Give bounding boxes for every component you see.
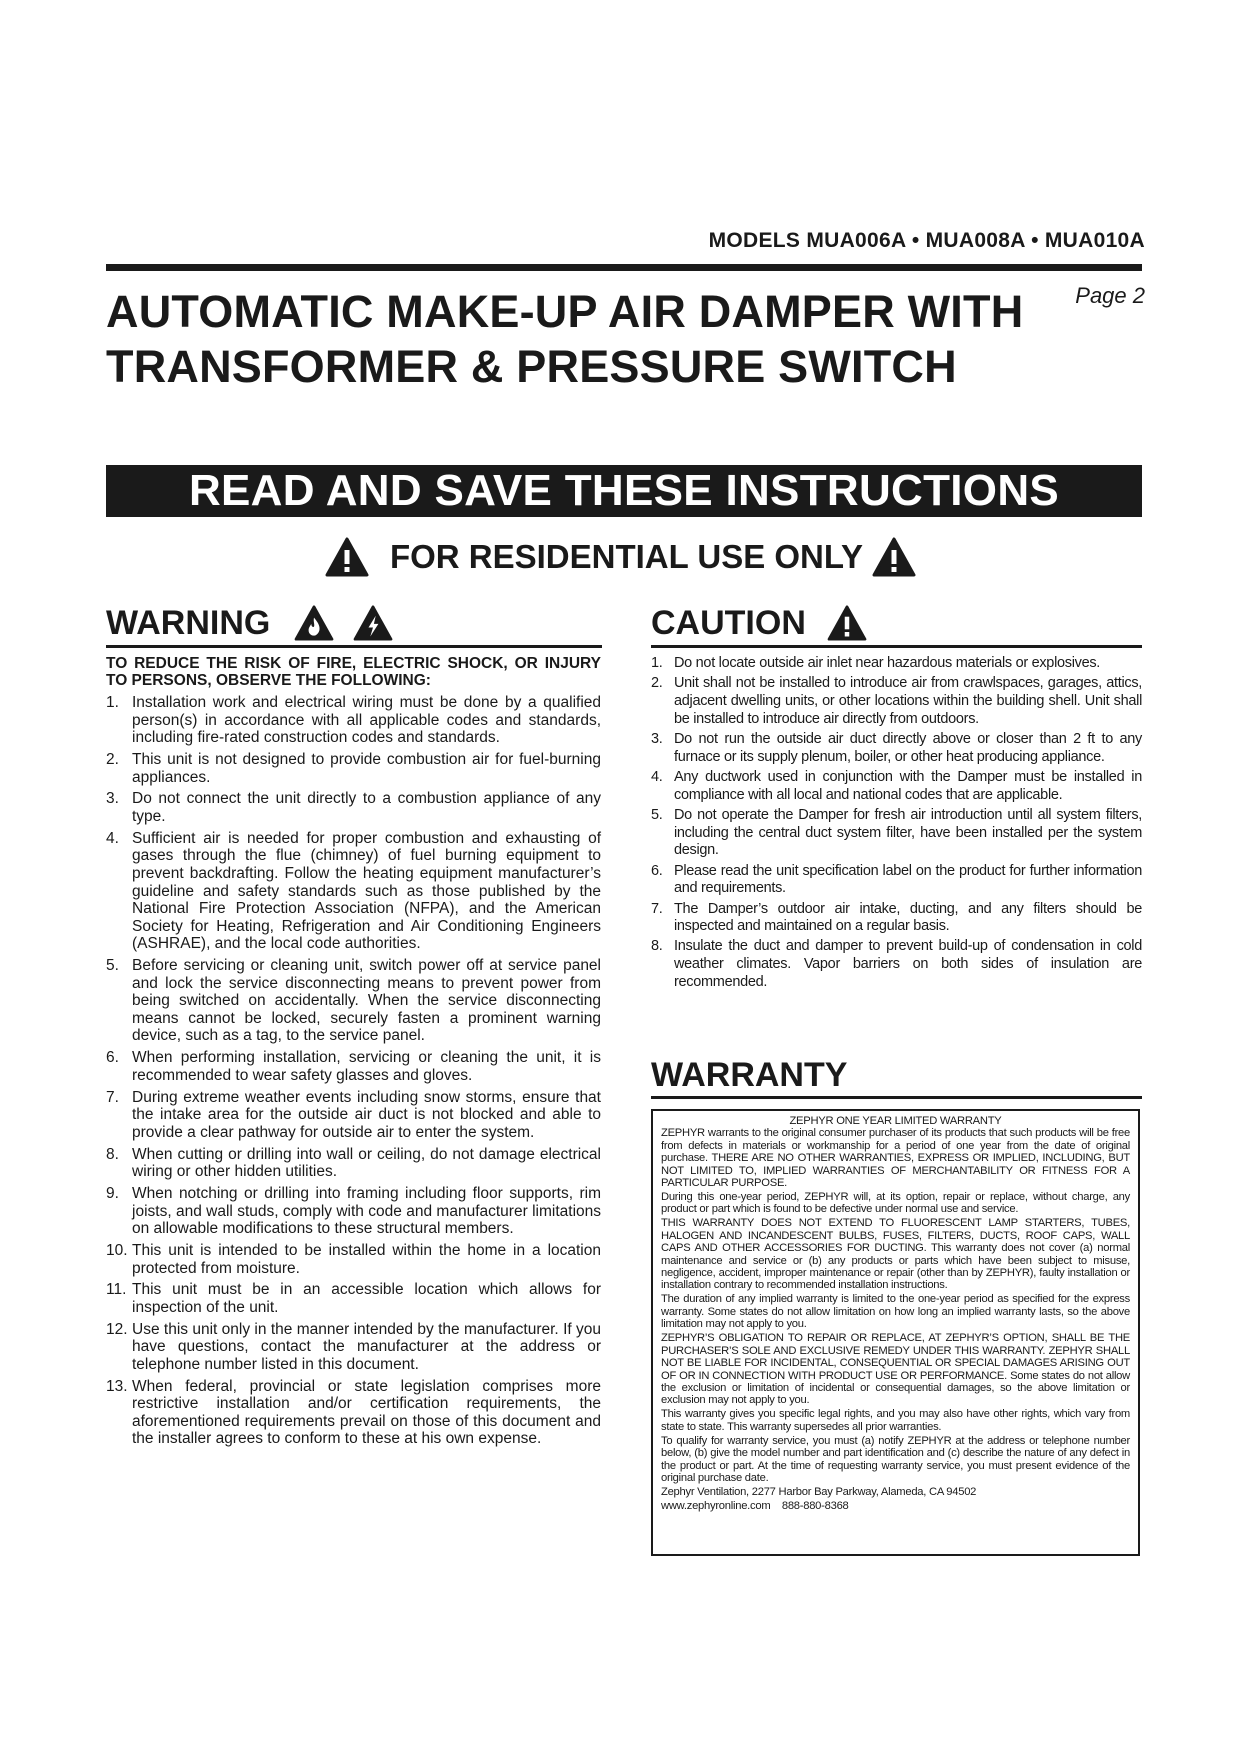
list-item [106,1089,601,1142]
list-item [106,1321,601,1374]
list-item [651,675,1142,728]
warranty-paragraph: During this one-year period, ZEPHYR will, at its option, repair or replace, without charge, any product or part which is found to be defective under normal use and service. [661,1191,1130,1216]
caution-heading [651,596,867,646]
item-text: Please read the unit specification label on the product for further information and requirements. [674,862,1142,897]
warning-intro: TO REDUCE THE RISK OF FIRE, ELECTRIC SHOCK, OR INJURY TO PERSONS, OBSERVE THE FOLLOWING: [106,655,601,689]
item-number: 1. [651,655,663,671]
warranty-address: Zephyr Ventilation, 2277 Harbor Bay Parkway, Alameda, CA 94502 [661,1485,977,1498]
warranty-rule [651,1096,1142,1099]
warranty-paragraph: This warranty gives you specific legal rights, and you may also have other rights, which vary from state to state. This warranty supersedes all prior warranties. [661,1408,1130,1433]
list-item [106,751,601,786]
item-text: This unit is not designed to provide combustion air for fuel-burning appliances. [132,750,601,786]
item-text: Installation work and electrical wiring must be done by a qualified person(s) in accordance with all applicable codes and standards, including fire-rated construction codes and standards. [132,694,601,747]
warning-triangle-icon [872,537,916,577]
warranty-paragraph: The duration of any implied warranty is limited to the one-year period as specified for the express warranty. Some states do not allow limitation on how long an implied warranty lasts, so the above limitation may not apply to you. [661,1293,1130,1331]
item-text: This unit is intended to be installed within the home in a location protected from moisture. [132,1241,601,1277]
list-item [106,790,601,825]
item-text: Insulate the duct and damper to prevent build-up of condensation in cold weather climates. Vapor barriers on both sides of insulation are recommended. [674,938,1142,990]
item-text: Use this unit only in the manner intended by the manufacturer. If you have questions, contact the manufacturer at the address or telephone number listed in this document. [132,1320,601,1373]
warranty-box [651,1109,1140,1556]
models-header: MODELS MUA006A • MUA008A • MUA010A [708,229,1145,252]
item-number: 3. [651,730,663,747]
item-number: 4. [651,768,663,785]
item-number: 5. [651,806,663,823]
list-item [651,655,1142,673]
item-number: 7. [651,900,663,917]
item-text: When federal, provincial or state legislation comprises more restrictive installation and/or certification requirements, the aforementioned requirements prevail on those of this document and the installer agrees to conform to these at his own expense. [132,1377,601,1448]
list-item [106,1146,601,1181]
item-text: When notching or drilling into framing including floor supports, rim joists, and wall studs, comply with code and manufacturer limitations on allowable modifications to these structural members. [132,1184,601,1238]
warning-rule [106,645,602,648]
electric-shock-icon [353,605,393,641]
warranty-paragraph: To qualify for warranty service, you must (a) notify ZEPHYR at the address or telephone number below, (b) give the model number and part identification and (c) describe the nature of any defect in the product or part. At the time of requesting warranty service, you must present evidence of the original purchase date. [661,1434,1130,1484]
instructions-banner: READ AND SAVE THESE INSTRUCTIONS [106,465,1142,517]
item-text: The Damper’s outdoor air intake, ducting, and any filters should be inspected and maintained on a regular basis. [674,900,1142,935]
warranty-paragraph: ZEPHYR’S OBLIGATION TO REPAIR OR REPLACE, AT ZEPHYR’S OPTION, SHALL BE THE PURCHASER’S SOLE AND EXCLUSIVE REMEDY UNDER THIS WARRANTY. ZEPHYR SHALL NOT BE LIABLE FOR INCIDENTAL, CONSEQUENTIAL OR SPECIAL DAMAGES ARISING OUT OF OR IN CONNECTION WITH PRODUCT USE OR PERFORMANCE. Some states do not allow the exclusion or limitation of incidental or consequential damages, so the above limitation or exclusion may not apply to you. [661,1332,1130,1407]
warning-list [106,694,601,1448]
item-text: Sufficient air is needed for proper combustion and exhausting of gases through the flue (chimney) of fuel burning equipment to prevent backdrafting. Follow the heating equipment manufacturer’s guideline and safety standards such as those published by the National Fire Protection Association (NFPA), and the American Society for Heating, Refrigeration and Air Conditioning Engineers (ASHRAE), and the local code authorities. [132,829,601,953]
warning-section [106,655,601,1452]
list-item [651,938,1142,991]
item-number: 8. [106,1145,119,1163]
warning-heading [106,596,393,646]
item-number: 3. [106,790,119,808]
page-number: Page 2 [1075,283,1145,308]
list-item [651,769,1142,804]
item-number: 11. [106,1281,127,1299]
item-number: 6. [651,862,663,879]
item-text: Do not connect the unit directly to a combustion appliance of any type. [132,790,601,825]
item-number: 7. [106,1088,119,1106]
page-title: AUTOMATIC MAKE-UP AIR DAMPER WITH TRANSFORMER & PRESSURE SWITCH [106,286,1024,392]
warranty-title: WARRANTY [651,1056,848,1095]
warranty-contact: www.zephyronline.com 888-880-8368 [661,1499,849,1512]
list-item [106,1185,601,1238]
caution-list [651,655,1142,991]
residential-notice [0,530,1241,582]
warning-title: WARNING [106,604,271,643]
list-item [106,830,601,953]
header-rule [106,264,1142,271]
item-number: 12. [106,1320,128,1338]
item-text: This unit must be in an accessible location which allows for inspection of the unit. [132,1281,601,1316]
item-text: When performing installation, servicing or cleaning the unit, it is recommended to wear safety glasses and gloves. [132,1049,601,1084]
caution-title: CAUTION [651,604,806,643]
item-number: 8. [651,938,663,955]
warning-triangle-icon [325,537,369,577]
caution-section [651,655,1142,994]
item-number: 5. [106,957,119,975]
item-text: Do not locate outside air inlet near hazardous materials or explosives. [674,655,1101,671]
item-text: Unit shall not be installed to introduce air from crawlspaces, garages, attics, adjacent dwelling units, or other locations within the building shell. Unit shall be installed to introduce air directly from outdoors. [674,675,1142,727]
list-item [106,1378,601,1448]
item-number: 9. [106,1184,119,1202]
item-text: Any ductwork used in conjunction with the Damper must be installed in compliance with all local and national codes that are applicable. [674,768,1142,803]
list-item [651,863,1142,898]
item-number: 13. [106,1377,128,1395]
item-text: Do not operate the Damper for fresh air introduction until all system filters, including the central duct system filter, have been installed per the system design. [674,806,1142,859]
list-item [651,901,1142,936]
warning-triangle-icon [827,605,867,641]
list-item [106,694,601,747]
item-text: During extreme weather events including snow storms, ensure that the intake area for the outside air duct is not blocked and able to provide a clear pathway for outside air to enter the system. [132,1088,601,1141]
warranty-paragraph: ZEPHYR warrants to the original consumer purchaser of its products that such products will be free from defects in materials or workmanship for a period of one year from the date of original purchase. THERE ARE NO OTHER WARRANTIES, EXPRESS OR IMPLIED, INCLUDING, BUT NOT LIMITED TO, IMPLIED WARRANTIES OF MERCHANTABILITY OR FITNESS FOR A PARTICULAR PURPOSE. [661,1127,1130,1190]
list-item [106,1049,601,1084]
residential-text: FOR RESIDENTIAL USE ONLY [389,538,864,576]
item-text: Do not run the outside air duct directly above or closer than 2 ft to any furnace or its supply plenum, boiler, or other heat producing appliance. [674,730,1142,765]
list-item [651,807,1142,860]
fire-icon [294,605,334,641]
item-number: 2. [106,750,119,768]
item-number: 4. [106,829,119,847]
item-number: 10. [106,1241,128,1259]
list-item [651,731,1142,766]
list-item [106,957,601,1045]
list-item [106,1242,601,1277]
list-item [106,1281,601,1316]
item-text: When cutting or drilling into wall or ceiling, do not damage electrical wiring or other hidden utilities. [132,1145,601,1181]
warranty-box-title: ZEPHYR ONE YEAR LIMITED WARRANTY [789,1115,1002,1127]
warranty-heading [651,1048,847,1098]
item-number: 1. [106,694,119,711]
warranty-paragraph: THIS WARRANTY DOES NOT EXTEND TO FLUORESCENT LAMP STARTERS, TUBES, HALOGEN AND INCANDESCENT BULBS, FUSES, FILTERS, DUCTS, ROOF CAPS, WALL CAPS AND OTHER ACCESSORIES FOR DUCTING. This warranty does not cover (a) normal maintenance and service or (b) any products or parts which have been subject to misuse, negligence, accident, improper maintenance or repair (other than by ZEPHYR), faulty installation or installation contrary to recommended installation instructions. [661,1217,1130,1292]
caution-rule [651,645,1142,648]
item-number: 2. [651,675,663,692]
item-number: 6. [106,1049,119,1067]
item-text: Before servicing or cleaning unit, switch power off at service panel and lock the service disconnecting means to prevent power from being switched on accidentally. When the service disconnecting means cannot be locked, securely fasten a prominent warning device, such as a tag, to the service panel. [132,957,601,1045]
